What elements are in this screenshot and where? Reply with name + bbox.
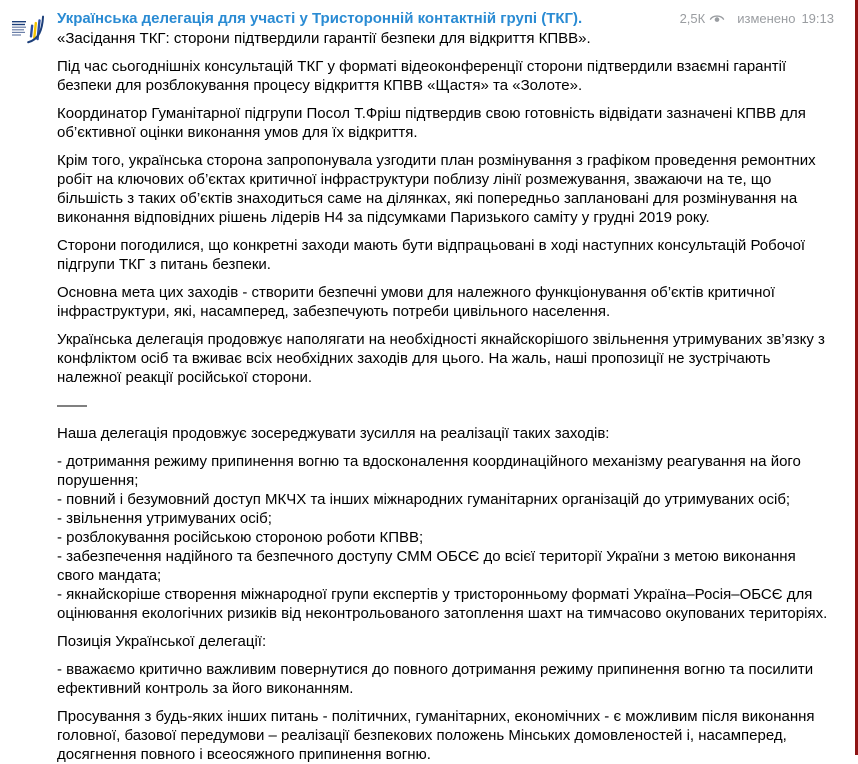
message-meta	[680, 11, 834, 26]
measure-item: - забезпечення надійного та безпечного доступу СММ ОБСЄ до всієї території України з метою виконання свого мандата;	[57, 548, 796, 584]
message-text	[57, 29, 834, 764]
message-content	[57, 8, 848, 764]
measure-item: - звільнення утримуваних осіб;	[57, 510, 272, 527]
message-header	[57, 8, 834, 29]
measure-item: - повний і безумовний доступ МКЧХ та інших міжнародних гуманітарних організацій до утримуваних осіб;	[57, 491, 791, 508]
measure-item: - дотримання режиму припинення вогню та вдосконалення координаційного механізму реагування на його порушення;	[57, 453, 801, 489]
channel-message	[10, 8, 848, 764]
measure-item: - розблокування російською стороною роботи КПВВ;	[57, 529, 424, 546]
position-point: - вважаємо критично важливим повернутися до повного дотримання режиму припинення вогню та посилити ефективний контроль за його виконанням.	[57, 661, 814, 697]
paragraph: Українська делегація продовжує наполягати на необхідності якнайскорішого звільнення утримуваних зв’язку з конфліктом осіб та вживає всіх необхідних заходів для цього. На жаль, наші пропозиції не зустрічають належної реакції російської сторони.	[57, 331, 825, 386]
measures-list	[57, 452, 834, 623]
channel-title[interactable]: Українська делегація для участі у Тристоронній контактній групі (ТКГ).	[57, 10, 583, 27]
paragraph: Під час сьогоднішніх консультацій ТКГ у форматі відеоконференції сторони підтвердили взаємні гарантії безпеки для розблокування процесу відкриття КПВВ «Щастя» та «Золоте».	[57, 58, 787, 94]
paragraph: Крім того, українська сторона запропонувала узгодити план розмінування з графіком проведення ремонтних робіт на ключових об’єктах критичної інфраструктури поблизу лінії розмежування, зважаючи на те, що більшість з таких об’єктів знаходиться саме на ділянках, які попередньо заплановані для розмінування на виконання відповідних рішень лідерів Н4 за підсумками Паризького саміту у грудні 2019 року.	[57, 152, 816, 226]
views-count: 2,5К	[679, 11, 706, 26]
measure-item: - якнайскоріше створення міжнародної групи експертів у тристоронньому форматі Україна–Росія–ОБСЄ для оцінювання екологічних ризиків від неконтрольованого затоплення шахт на тимчасово окупованих територіях.	[57, 586, 828, 622]
message-time: 19:13	[801, 11, 834, 26]
edited-label: изменено	[737, 11, 796, 26]
separator-line: ——	[57, 397, 87, 414]
measures-intro: Наша делегація продовжує зосереджувати зусилля на реалізації таких заходів:	[57, 425, 610, 442]
lead-paragraph: «Засідання ТКГ: сторони підтвердили гарантії безпеки для відкриття КПВВ».	[57, 30, 591, 47]
position-heading: Позиція Української делегації:	[57, 633, 267, 650]
delegation-logo-icon	[10, 10, 48, 48]
eye-icon	[709, 12, 725, 27]
channel-avatar[interactable]	[10, 10, 48, 48]
paragraph: Основна мета цих заходів - створити безпечні умови для належного функціонування об’єктів критичної інфраструктури, які, насамперед, забезпечують потреби цивільного населення.	[57, 284, 775, 320]
paragraph: Сторони погодилися, що конкретні заходи мають бути відпрацьовані в ході наступних консультацій Робочої підгрупи ТКГ з питань безпеки.	[57, 237, 806, 273]
closing-paragraph: Просування з будь-яких інших питань - політичних, гуманітарних, економічних - є можливим після виконання головної, базової передумови – реалізації безпекових положень Мінських домовленостей і, насамперед, досягнення повного і всеосяжного припинення вогню.	[57, 708, 815, 763]
paragraph: Координатор Гуманітарної підгрупи Посол Т.Фріш підтвердив свою готовність відвідати зазначені КПВВ для об’єктивної оцінки виконання умов для їх відкриття.	[57, 105, 806, 141]
